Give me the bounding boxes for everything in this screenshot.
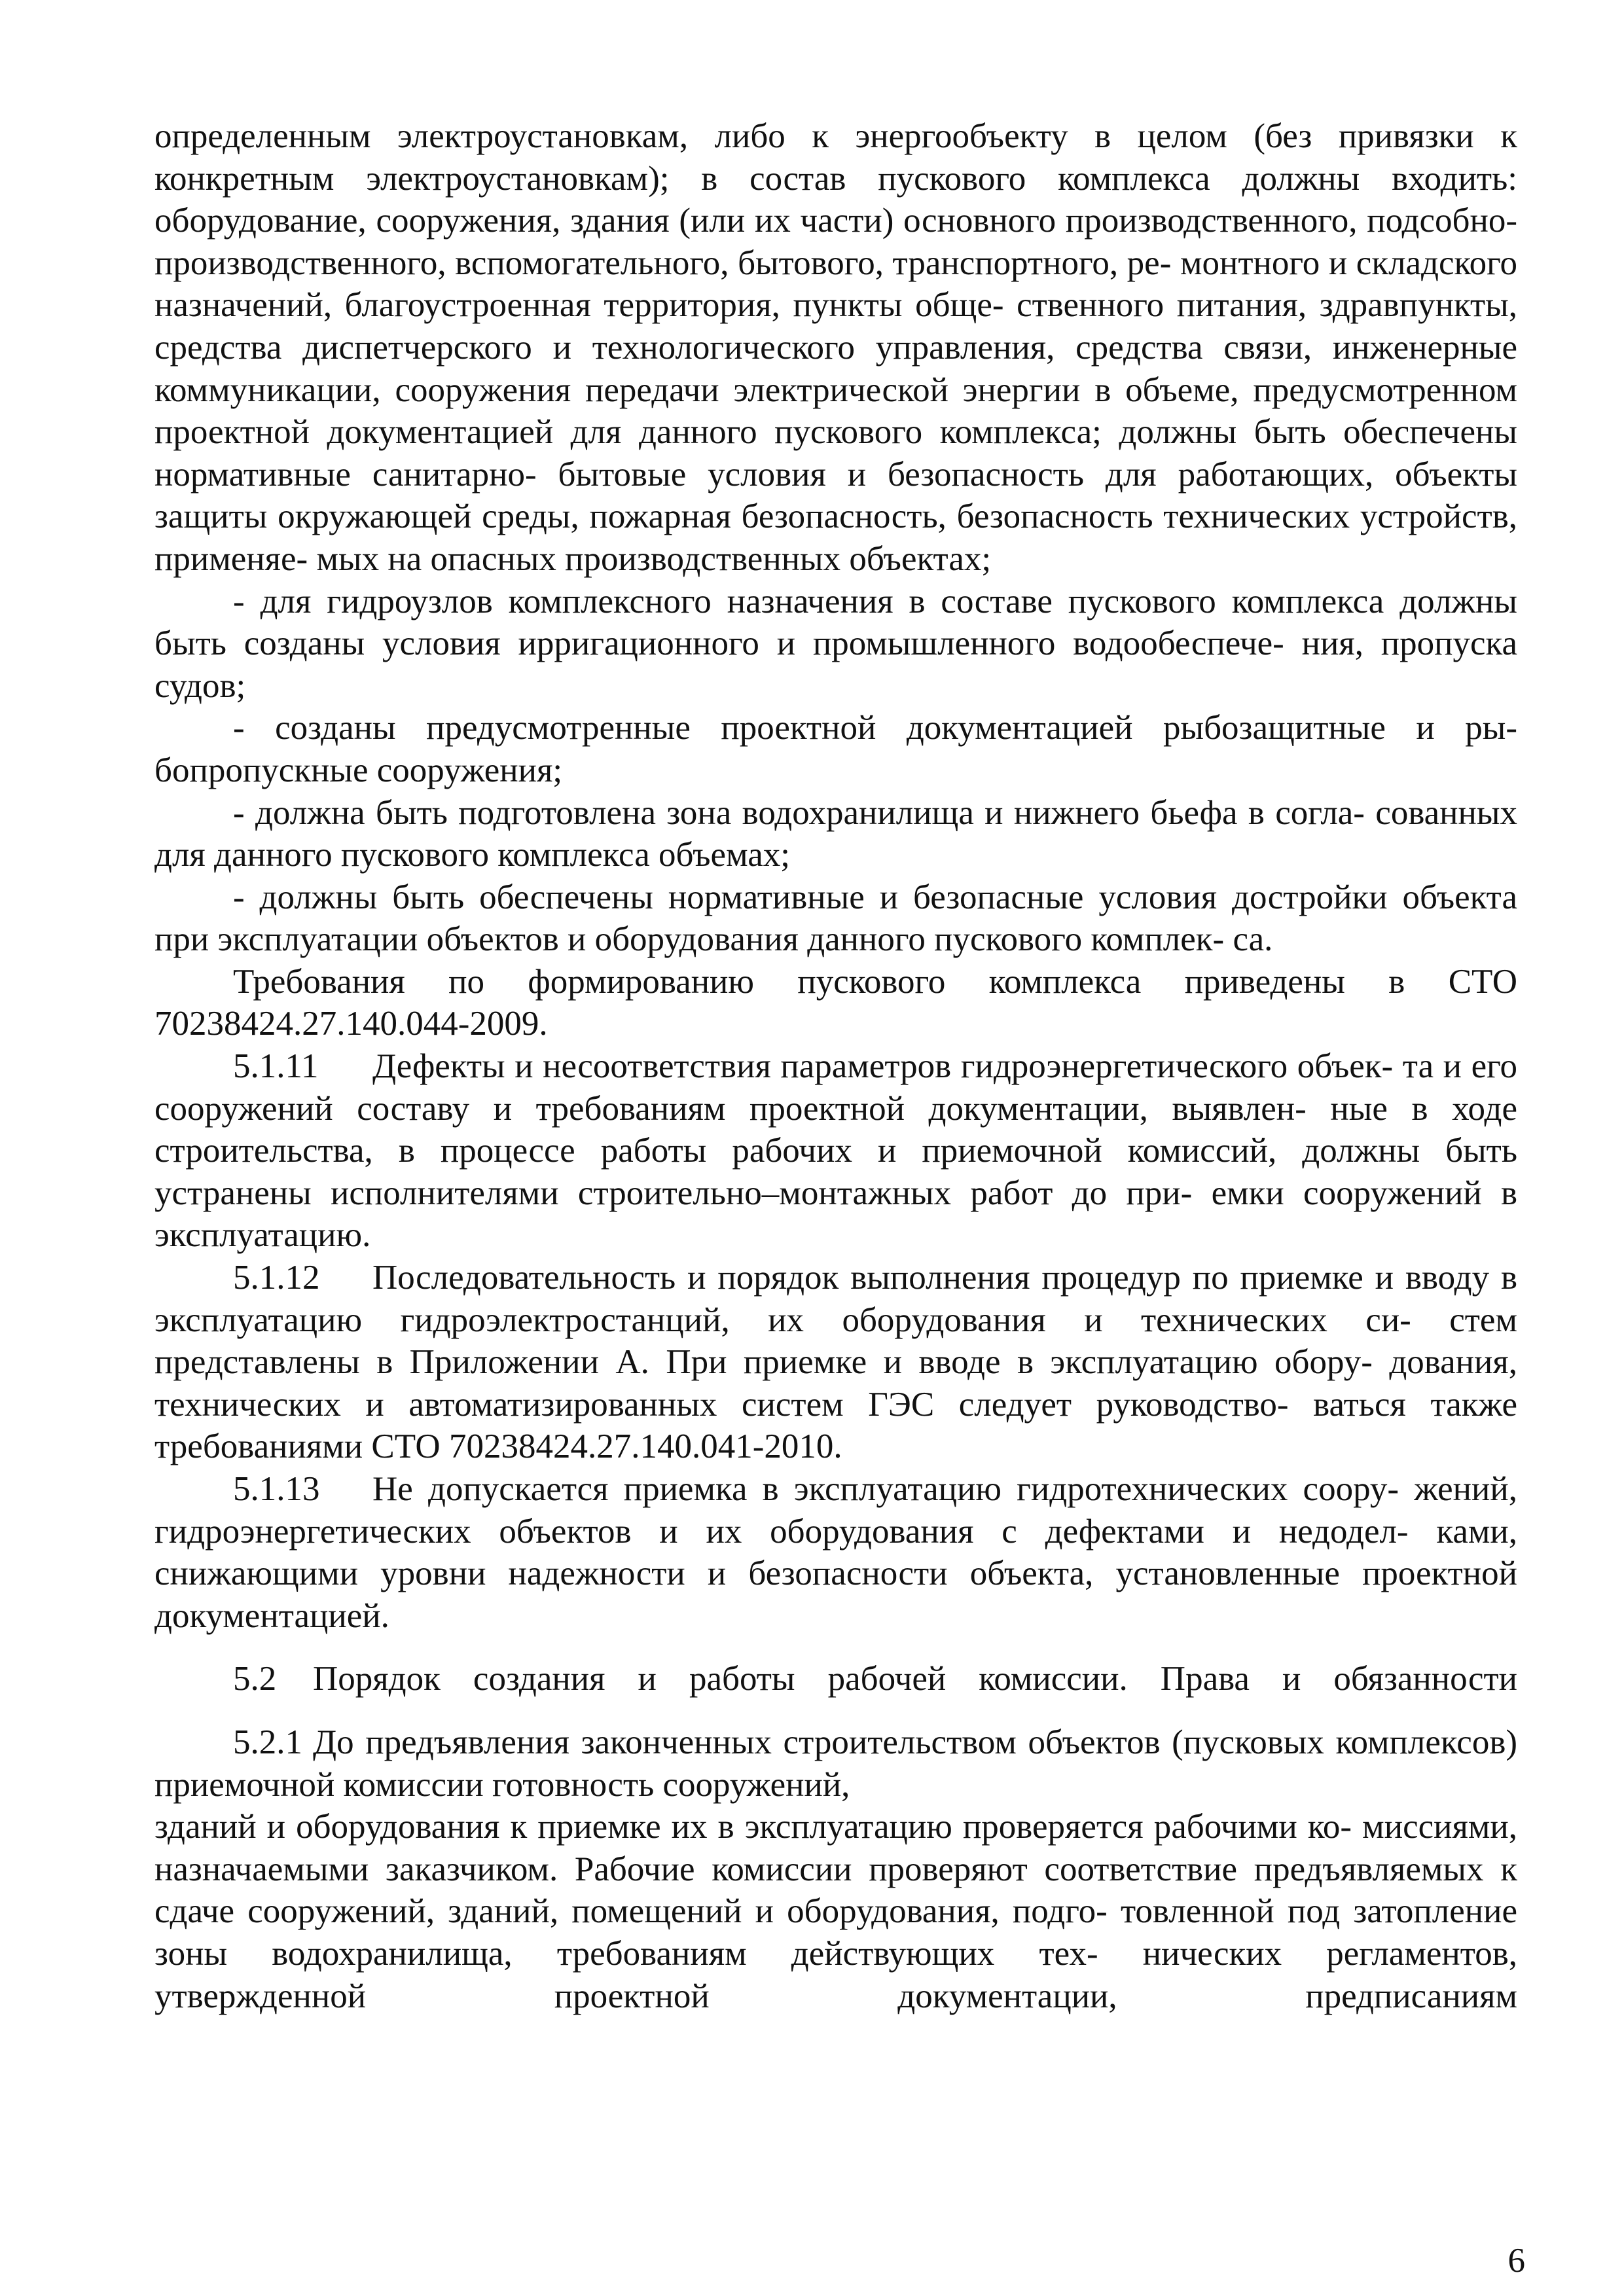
text-line: объекта при эксплуатации объектов и оборудования данного пускового комплек- [154, 878, 1518, 959]
text-line: Дефекты и несоответствия параметров гидроэнергетического объек- [372, 1047, 1394, 1086]
text-line: должны быть устранены исполнителями строительно–монтажных работ до при- [154, 1132, 1518, 1212]
text-line: са. [1233, 920, 1273, 959]
text-line: среды, пожарная безопасность, безопасность технических устройств, применяе- [154, 497, 1517, 578]
text-line: монтного и складского назначений, благоустроенная территория, пункты обще- [154, 243, 1518, 325]
clause-number: 5.2.1 [233, 1723, 302, 1761]
text-line: комплексов) приемочной комиссии готовность сооружений, [154, 1723, 1517, 1804]
clause-number: 5.1.13 [233, 1470, 320, 1508]
text-line: подсобно-производственного, вспомогательного, бытового, транспортного, ре- [154, 202, 1518, 282]
text-line: оборудование, сооружения, здания (или их части) основного производственного, [154, 202, 1358, 240]
clause-number: 5.1.11 [233, 1047, 319, 1086]
text-line: стем представлены в Приложении А. При приемке и вводе в эксплуатацию обору- [154, 1300, 1517, 1382]
text-line: определенным электроустановкам, либо к энергообъекту в целом (без привязки к [154, 117, 1517, 155]
text-line: зданий и оборудования к приемке их в эксплуатацию проверяется рабочими ко- [154, 1808, 1352, 1846]
section-title: Порядок создания и работы рабочей комиссии. Права и обязанности [313, 1660, 1517, 1698]
bullet-completion-conditions [154, 876, 1517, 961]
text-line: миссиями, назначаемыми заказчиком. Рабочие комиссии проверяют соответствие [154, 1808, 1518, 1888]
text-line: - созданы предусмотренные проектной документацией рыбозащитные и ры- [233, 709, 1517, 747]
text-line: бопропускные сооружения; [154, 751, 563, 789]
text-line: вводу в эксплуатацию гидроэлектростанций, их оборудования и технических си- [154, 1259, 1518, 1339]
text-line: управления, средства связи, инженерные коммуникации, сооружения передачи [154, 328, 1517, 409]
text-line: - должна быть подготовлена зона водохранилища и нижнего бьефа в согла- [233, 793, 1365, 832]
body-text [154, 115, 1517, 2017]
bullet-irrigation [154, 581, 1517, 708]
clause-number: 5.1.12 [233, 1259, 320, 1297]
text-line: - для гидроузлов комплексного назначения в составе пускового комплекса [233, 582, 1384, 620]
text-line: дования, технических и автоматизированных систем ГЭС следует руководство- [154, 1343, 1518, 1424]
section-number: 5.2 [233, 1660, 277, 1698]
text-line: Требования по формированию пускового комплекса приведены в [233, 962, 1405, 1001]
text-line: ные в ходе строительства, в процессе работы рабочих и приемочной комиссий, [154, 1089, 1518, 1170]
clause-5-2-1 [154, 1721, 1517, 1806]
text-line: конкретным электроустановкам); в состав пускового комплекса должны входить: [154, 159, 1517, 198]
clause-5-1-11 [154, 1045, 1517, 1257]
requirements-paragraph [154, 961, 1517, 1045]
clause-5-1-12 [154, 1257, 1517, 1468]
clause-5-1-13 [154, 1468, 1517, 1637]
text-line: та и его сооружений составу и требованиям проектной документации, выявлен- [154, 1047, 1518, 1128]
text-line: данного пускового комплекса; должны быть обеспечены нормативные санитарно- [154, 413, 1518, 493]
text-line: емки сооружений в эксплуатацию. [154, 1174, 1518, 1255]
text-line: товленной под затопление зоны водохранилища, требованиям действующих тех- [154, 1892, 1518, 1973]
text-line: ственного питания, здравпункты, средства диспетчерского и технологического [154, 286, 1518, 367]
text-line: ваться также требованиями СТО 70238424.27.140.041-2010. [154, 1385, 1517, 1466]
text-line: сованных для данного пускового комплекса объемах; [154, 793, 1518, 874]
text-line: СТО 70238424.27.140.044-2009. [154, 962, 1518, 1043]
text-line: ния, пропуска судов; [154, 624, 1518, 705]
intro-paragraph [154, 115, 1517, 581]
text-line: - должны быть обеспечены нормативные и безопасные условия достройки [233, 878, 1388, 916]
text-line: бытовые условия и безопасность для работающих, объекты защиты окружающей [154, 455, 1518, 536]
text-line: электрической энергии в объеме, предусмотренном проектной документацией для [154, 370, 1517, 452]
text-line: должны быть созданы условия ирригационного и промышленного водообеспече- [154, 582, 1518, 663]
text-line: предъявляемых к сдаче сооружений, зданий, помещений и оборудования, подго- [154, 1850, 1517, 1931]
text-line: нических регламентов, утвержденной проектной документации, предписаниям [154, 1934, 1517, 2015]
clause-5-2-1-continuation [154, 1806, 1517, 2017]
text-line: жений, гидроэнергетических объектов и их оборудования с дефектами и недодел- [154, 1470, 1517, 1551]
bullet-reservoir-zone [154, 792, 1517, 876]
text-line: ками, снижающими уровни надежности и безопасности объекта, установленные [154, 1512, 1518, 1593]
text-line: проектной документацией. [154, 1554, 1518, 1635]
text-line: Последовательность и порядок выполнения процедур по приемке и [372, 1259, 1394, 1297]
bullet-fish-protection [154, 707, 1517, 791]
section-heading-5-2 [154, 1658, 1517, 1700]
text-line: Не допускается приемка в эксплуатацию гидротехнических соору- [372, 1470, 1399, 1508]
page-number: 6 [1507, 2242, 1525, 2280]
text-line: До предъявления законченных строительством объектов (пусковых [313, 1723, 1324, 1761]
text-line: мых на опасных производственных объектах; [316, 539, 992, 578]
